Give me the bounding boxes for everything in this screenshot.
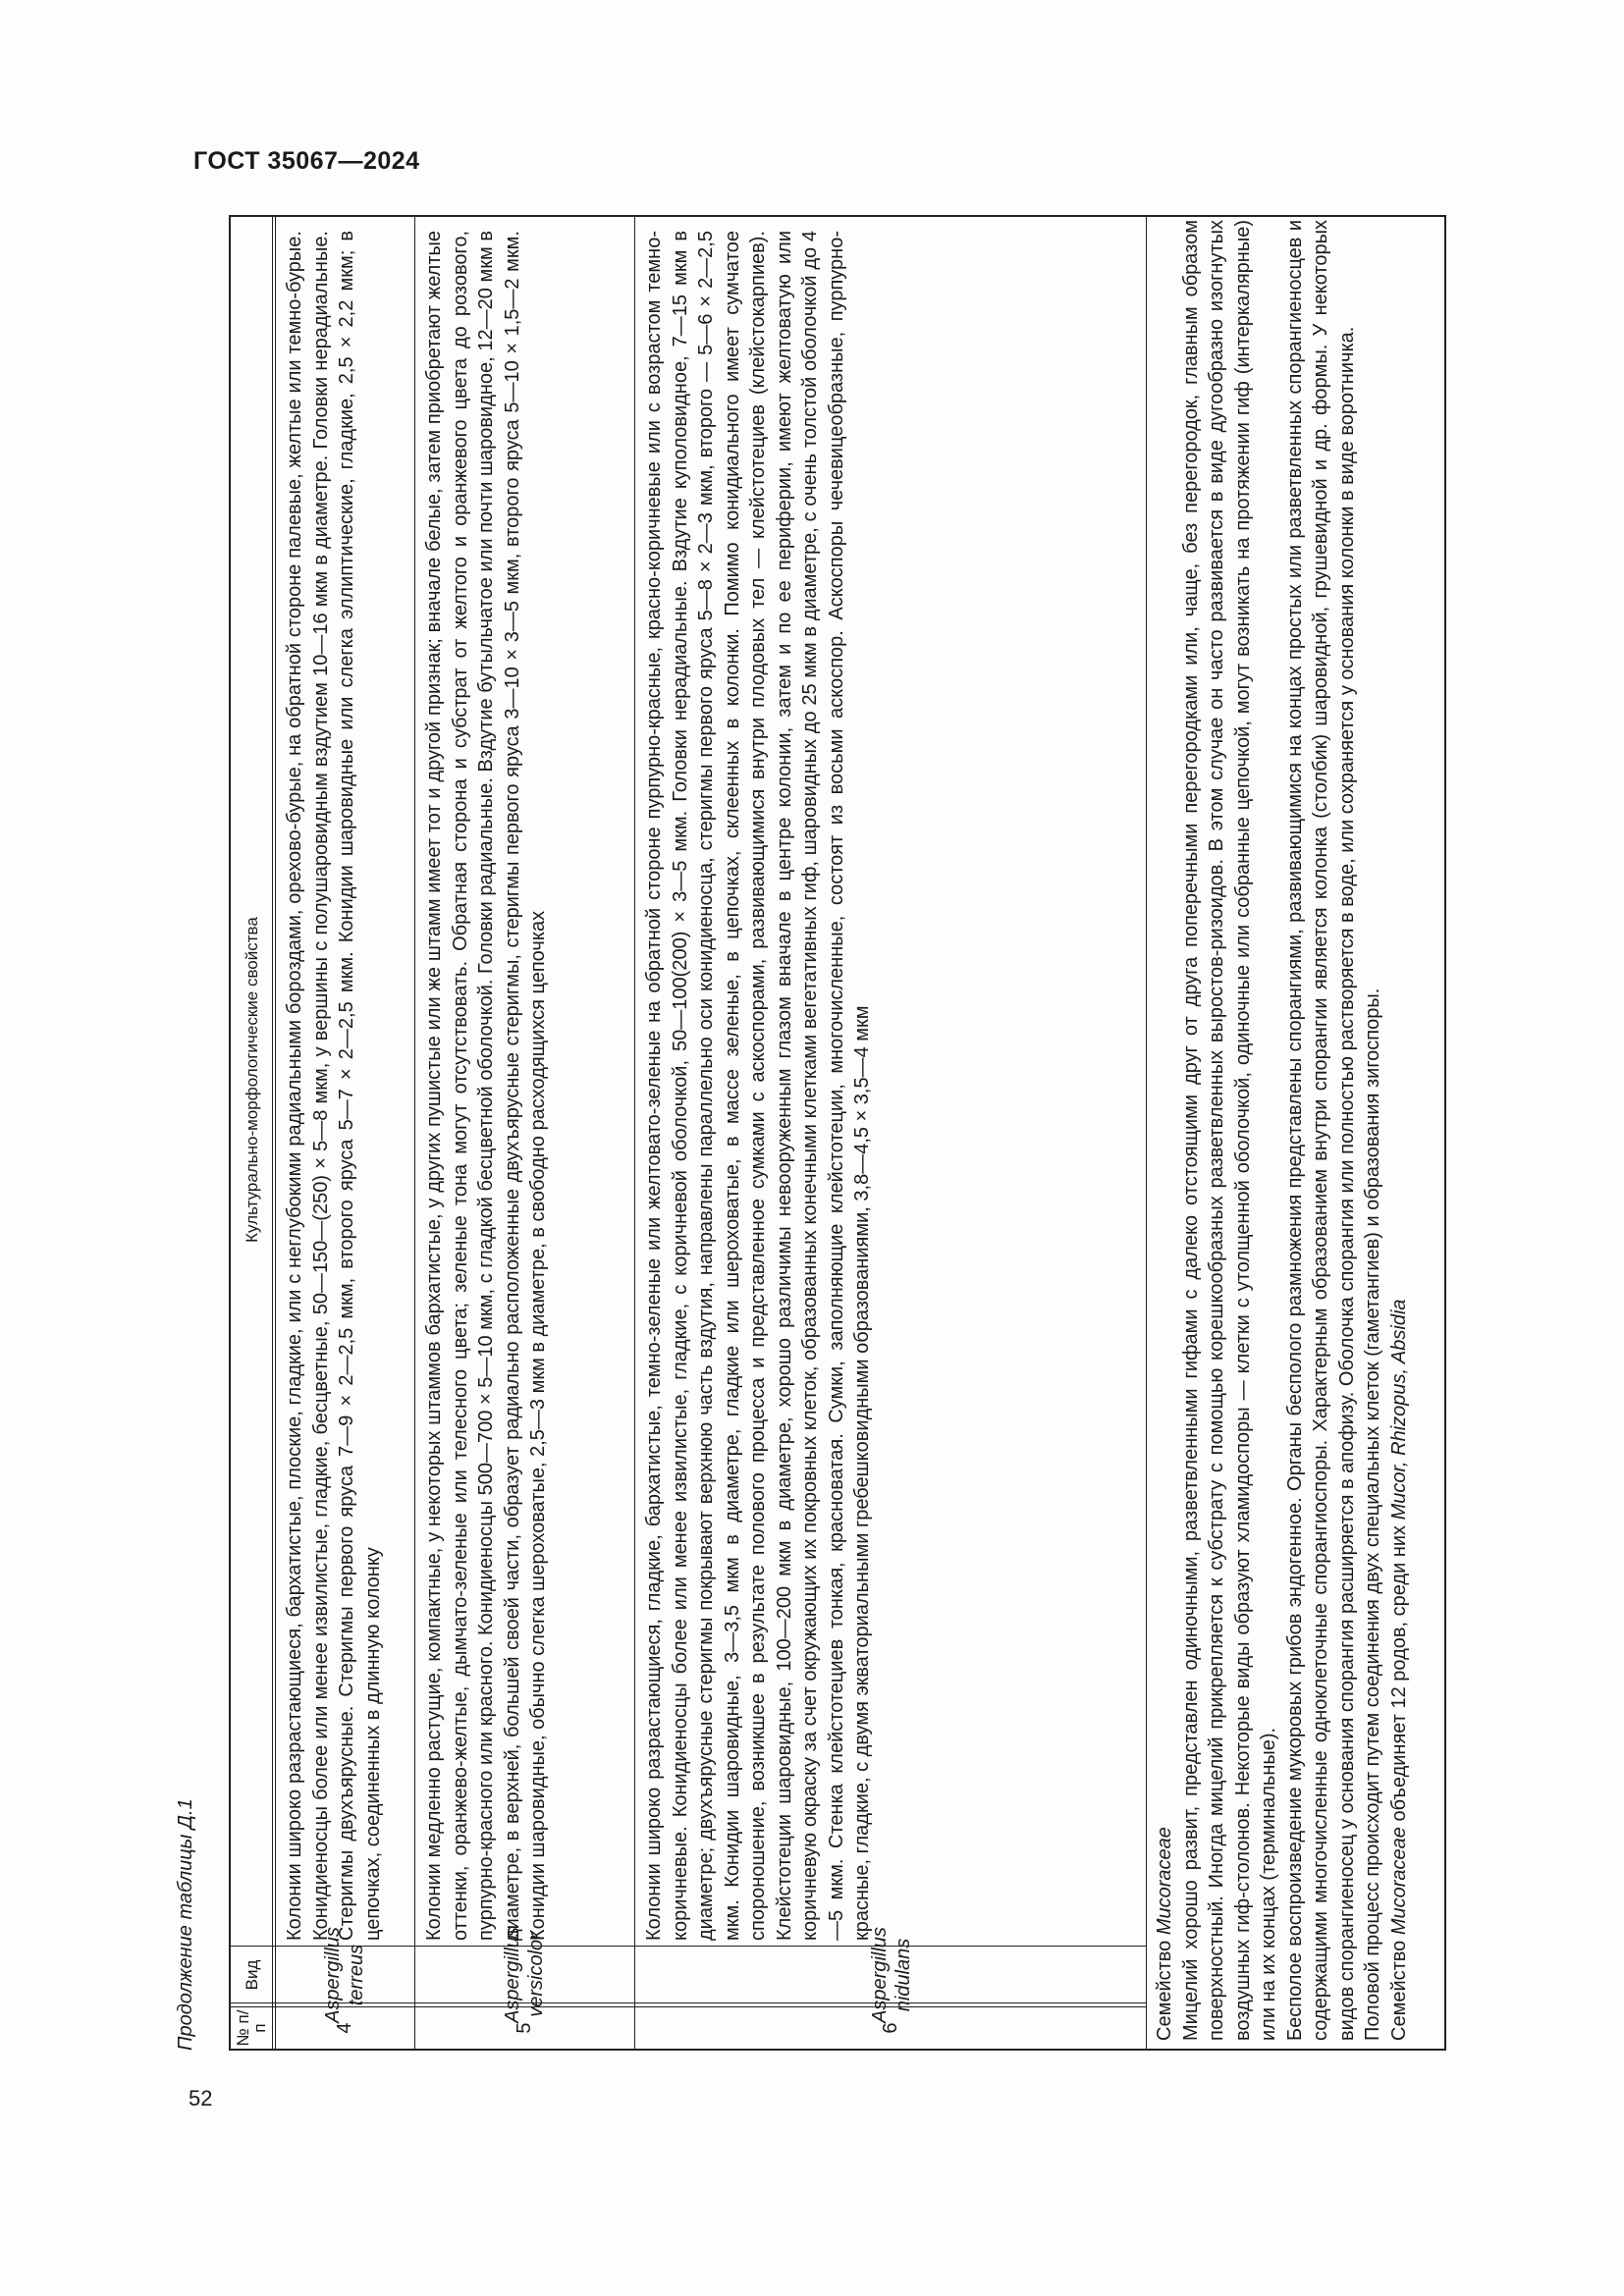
family-paragraph: Мицелий хорошо развит, представлен одиночными, разветвленными гифами с далеко отстоящими друг от друга поперечными перегородками или, чаще, без перегородок, главным образом поверхностный. Иногда мицелий прикрепляется к субстрату с помощью корешкообразных разветвленных выростов-ризоидов. В этом случае он часто развивается в виде дугообразно изогнутых воздушных гиф-столонов. Некоторые виды образуют хламидоспоры — клетки с утолщенной оболочкой, одиночные или собранные цепочкой, могут возникать на протяжении гиф (интеркалярные) или на их концах (терминальные).: [1179, 220, 1279, 2041]
species-name: Aspergillus nidulans: [868, 1927, 914, 2023]
row-separator: [634, 217, 635, 2049]
family-section: [1152, 220, 1412, 2041]
row-separator: [1146, 217, 1147, 2049]
header-cell-species: Вид: [242, 1959, 261, 1991]
species-description: Колонии широко разрастающиеся, бархатистые, плоские, гладкие, или с неглубокими радиальными бороздами, орехово-бурые, на обратной стороне палевые, желтые или темно-бурые. Конидиеносцы более или менее извилистые, гладкие, бесцветные, 50—150—(250) × 5—8 мкм, у вершины с полушаровидным вздутием 10—16 мкм в диаметре. Головки нерадиальные. Стеригмы двухъярусные. Стеригмы первого яруса 7—9 × 2—2,5 мкм, второго яруса 5—7 × 2—2,5 мкм. Конидии шаровидные или слегка эллиптические, гладкие, 2,5 × 2,2 мкм; в цепочках, соединенных в длинную колонку: [284, 231, 384, 1941]
row-number: 4: [333, 2022, 355, 2034]
page-number: 52: [189, 2086, 213, 2110]
row-number: 5: [513, 2022, 535, 2034]
table-frame: [229, 215, 1446, 2051]
header-separator: [272, 217, 276, 2049]
species-description: Колонии широко разрастающиеся, гладкие, бархатистые, темно-зеленые или желтовато-зеленые на обратной стороне пурпурно-красные, красно-коричневые или с возрастом темно-коричневые. Конидиеносцы более или менее извилистые, гладкие, с коричневой оболочкой, 50—100(200) × 3—5 мкм. Головки нерадиальные. Вздутие куполовидное, 7—15 мкм в диаметре; двухъярусные стеригмы покрывают верхнюю часть вздутия, направлены параллельно оси конидиеносца, стеригмы первого яруса 5—8 × 2—3 мкм, второго — 5—6 × 2—2,5 мкм. Конидии шаровидные, 3—3,5 мкм в диаметре, гладкие или шероховатые, в массе зеленые, в цепочках, склеенных в колонки. Помимо конидиального имеет сумчатое спороношение, возникшее в результате полового процесса и представленное сумками с аскоспорами, развивающимися внутри плодовых тел — клейстотециев (клейстокарпиев). Клейстотеции шаровидные, 100—200 мкм в диаметре, хорошо различимы невооруженным глазом вначале в центре колонии, затем и по ее периферии, имеют желтоватую или коричневую окраску за счет окружающих их покровных клеток, образованных конечными клетками вегетативных гиф, шаровидных до 25 мкм в диаметре, с очень толстой оболочкой до 4—5 мкм. Стенка клейстотециев тонкая, красноватая. Сумки, заполняющие клейстотеции, многочисленные, состоят из восьми аскоспор. Аскоспоры чечевицеобразные, пурпурно-красные, гладкие, с двумя экваториальными гребешковидными образованиями, 3,8—4,5 × 3,5—4 мкм: [643, 231, 873, 1941]
table-caption: Продолжение таблицы Д.1: [175, 1798, 196, 2051]
family-paragraph: Семейство Mucoraceae объединяет 12 родов, среди них Mucor, Rhizopus, Absidia: [1387, 1299, 1410, 2041]
header-cell-properties: Культурально-морфологические свойства: [242, 917, 261, 1243]
rotated-table-area: [175, 215, 1463, 2072]
header-cell-number: № п/п: [234, 2009, 269, 2047]
species-description: Колонии медленно растущие, компактные, у некоторых штаммов бархатистые, у других пушистые или же штамм имеет тот и другой признак; вначале белые, затем приобретают желтые оттенки, оранжево-желтые, дымчато-зеленые или телесного цвета; зеленые тона могут отсутствовать. Обратная сторона и субстрат от желтого и оранжевого цвета до розового, пурпурно-красного или красного. Конидиеносцы 500—700 × 5—10 мкм, с гладкой бесцветной оболочкой. Головки радиальные. Вздутие бутыльчатое или почти шаровидное, 12—20 мкм в диаметре, в верхней, большей своей части, образует радиально расположенные двухъярусные стеригмы, стеригмы первого яруса 3—10 × 3—5 мкм, второго яруса 5—10 × 1,5—2 мкм. Конидии шаровидные, обычно слегка шероховатые, 2,5—3 мкм в диаметре, в свободно расходящихся цепочках: [423, 231, 549, 1941]
species-name: Aspergillus terreus: [322, 1927, 367, 2023]
document-header: ГОСТ 35067—2024: [193, 147, 420, 175]
family-paragraph: Бесполое воспроизведение мукоровых грибов эндогенное. Органы бесполого размножения представлены спорангиями, развивающимися на концах простых или разветвленных спорангиеносцев и содержащими многочисленные одноклеточные спорангиоспоры. Характерным образованием внутри спорангии является колонка (столбик) шаровидной, грушевидной и др. формы. У некоторых видов спорангиеносец у основания спорангия расширяется в апофизу. Оболочка спорангия или полностью растворяется в воде, или сохраняется у основания колонки в виде воротничка.: [1283, 220, 1358, 2041]
row-separator: [414, 217, 415, 2049]
family-paragraph: Половой процесс происходит путем соединения двух специальных клеток (гаметангиев) и образования зигоспоры.: [1362, 988, 1383, 2041]
row-number: 6: [880, 2022, 901, 2034]
family-heading: Семейство Mucoraceae: [1154, 1827, 1175, 2041]
species-name: Aspergillus versicolor: [502, 1927, 547, 2023]
